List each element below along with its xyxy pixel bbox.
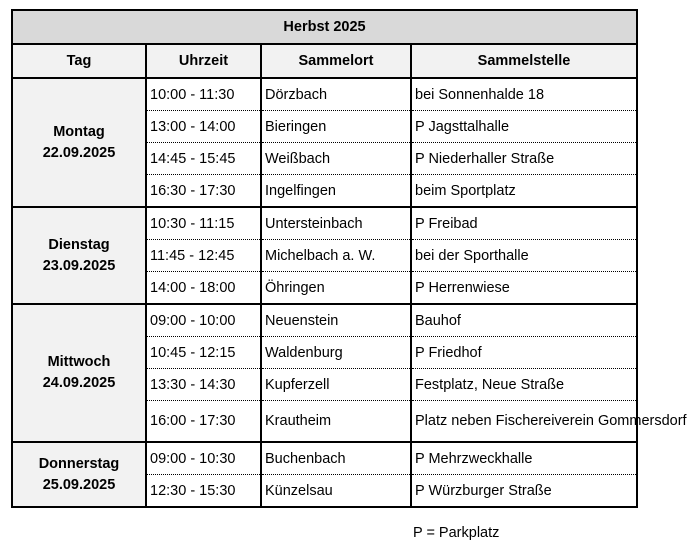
place-cell: Michelbach a. W. bbox=[261, 240, 411, 272]
day-name: Montag bbox=[53, 123, 105, 140]
spot-cell: bei Sonnenhalde 18 bbox=[411, 78, 637, 111]
spot-cell: P Niederhaller Straße bbox=[411, 143, 637, 175]
place-cell: Waldenburg bbox=[261, 337, 411, 369]
table-row bbox=[12, 207, 637, 240]
day-date: 23.09.2025 bbox=[42, 257, 116, 274]
place-cell: Krautheim bbox=[261, 401, 411, 443]
day-date: 25.09.2025 bbox=[42, 476, 116, 493]
day-name: Donnerstag bbox=[38, 455, 120, 472]
spot-cell: P Jagsttalhalle bbox=[411, 111, 637, 143]
header-day: Tag bbox=[12, 44, 146, 78]
header-place: Sammelort bbox=[261, 44, 411, 78]
place-cell: Dörzbach bbox=[261, 78, 411, 111]
time-cell: 14:00 - 18:00 bbox=[146, 272, 261, 305]
day-name: Dienstag bbox=[48, 236, 110, 253]
time-cell: 16:30 - 17:30 bbox=[146, 175, 261, 208]
place-cell: Buchenbach bbox=[261, 442, 411, 475]
time-cell: 09:00 - 10:30 bbox=[146, 442, 261, 475]
place-cell: Ingelfingen bbox=[261, 175, 411, 208]
table-row bbox=[12, 442, 637, 475]
table-title: Herbst 2025 bbox=[12, 10, 637, 44]
place-cell: Künzelsau bbox=[261, 475, 411, 508]
time-cell: 12:30 - 15:30 bbox=[146, 475, 261, 508]
spot-cell: Bauhof bbox=[411, 304, 637, 337]
day-cell-donnerstag bbox=[12, 442, 146, 507]
day-name: Mittwoch bbox=[47, 354, 111, 370]
spot-cell: P Mehrzweckhalle bbox=[411, 442, 637, 475]
place-cell: Bieringen bbox=[261, 111, 411, 143]
place-cell: Neuenstein bbox=[261, 304, 411, 337]
place-cell: Kupferzell bbox=[261, 369, 411, 401]
spot-cell: P Friedhof bbox=[411, 337, 637, 369]
time-cell: 10:00 - 11:30 bbox=[146, 78, 261, 111]
spot-cell: P Würzburger Straße bbox=[411, 475, 637, 508]
day-cell-dienstag bbox=[12, 207, 146, 304]
time-cell: 16:00 - 17:30 bbox=[146, 401, 261, 443]
time-cell: 13:30 - 14:30 bbox=[146, 369, 261, 401]
spot-cell: beim Sportplatz bbox=[411, 175, 637, 208]
time-cell: 10:30 - 11:15 bbox=[146, 207, 261, 240]
spot-cell: Platz neben Fischereiverein Gommersdorf bbox=[411, 401, 637, 443]
spot-cell: P Herrenwiese bbox=[411, 272, 637, 305]
header-time: Uhrzeit bbox=[146, 44, 261, 78]
spot-cell: P Freibad bbox=[411, 207, 637, 240]
day-date: 24.09.2025 bbox=[42, 375, 116, 391]
table-row bbox=[12, 304, 637, 337]
place-cell: Öhringen bbox=[261, 272, 411, 305]
day-date: 22.09.2025 bbox=[42, 144, 116, 161]
day-cell-montag bbox=[12, 78, 146, 207]
time-cell: 11:45 - 12:45 bbox=[146, 240, 261, 272]
header-spot: Sammelstelle bbox=[411, 44, 637, 78]
time-cell: 09:00 - 10:00 bbox=[146, 304, 261, 337]
time-cell: 13:00 - 14:00 bbox=[146, 111, 261, 143]
time-cell: 10:45 - 12:15 bbox=[146, 337, 261, 369]
schedule-table bbox=[11, 9, 687, 508]
day-cell-mittwoch bbox=[12, 304, 146, 442]
spot-cell: Festplatz, Neue Straße bbox=[411, 369, 637, 401]
footnote: P = Parkplatz bbox=[413, 525, 500, 541]
time-cell: 14:45 - 15:45 bbox=[146, 143, 261, 175]
spot-cell: bei der Sporthalle bbox=[411, 240, 637, 272]
place-cell: Weißbach bbox=[261, 143, 411, 175]
table-row bbox=[12, 78, 637, 111]
place-cell: Untersteinbach bbox=[261, 207, 411, 240]
